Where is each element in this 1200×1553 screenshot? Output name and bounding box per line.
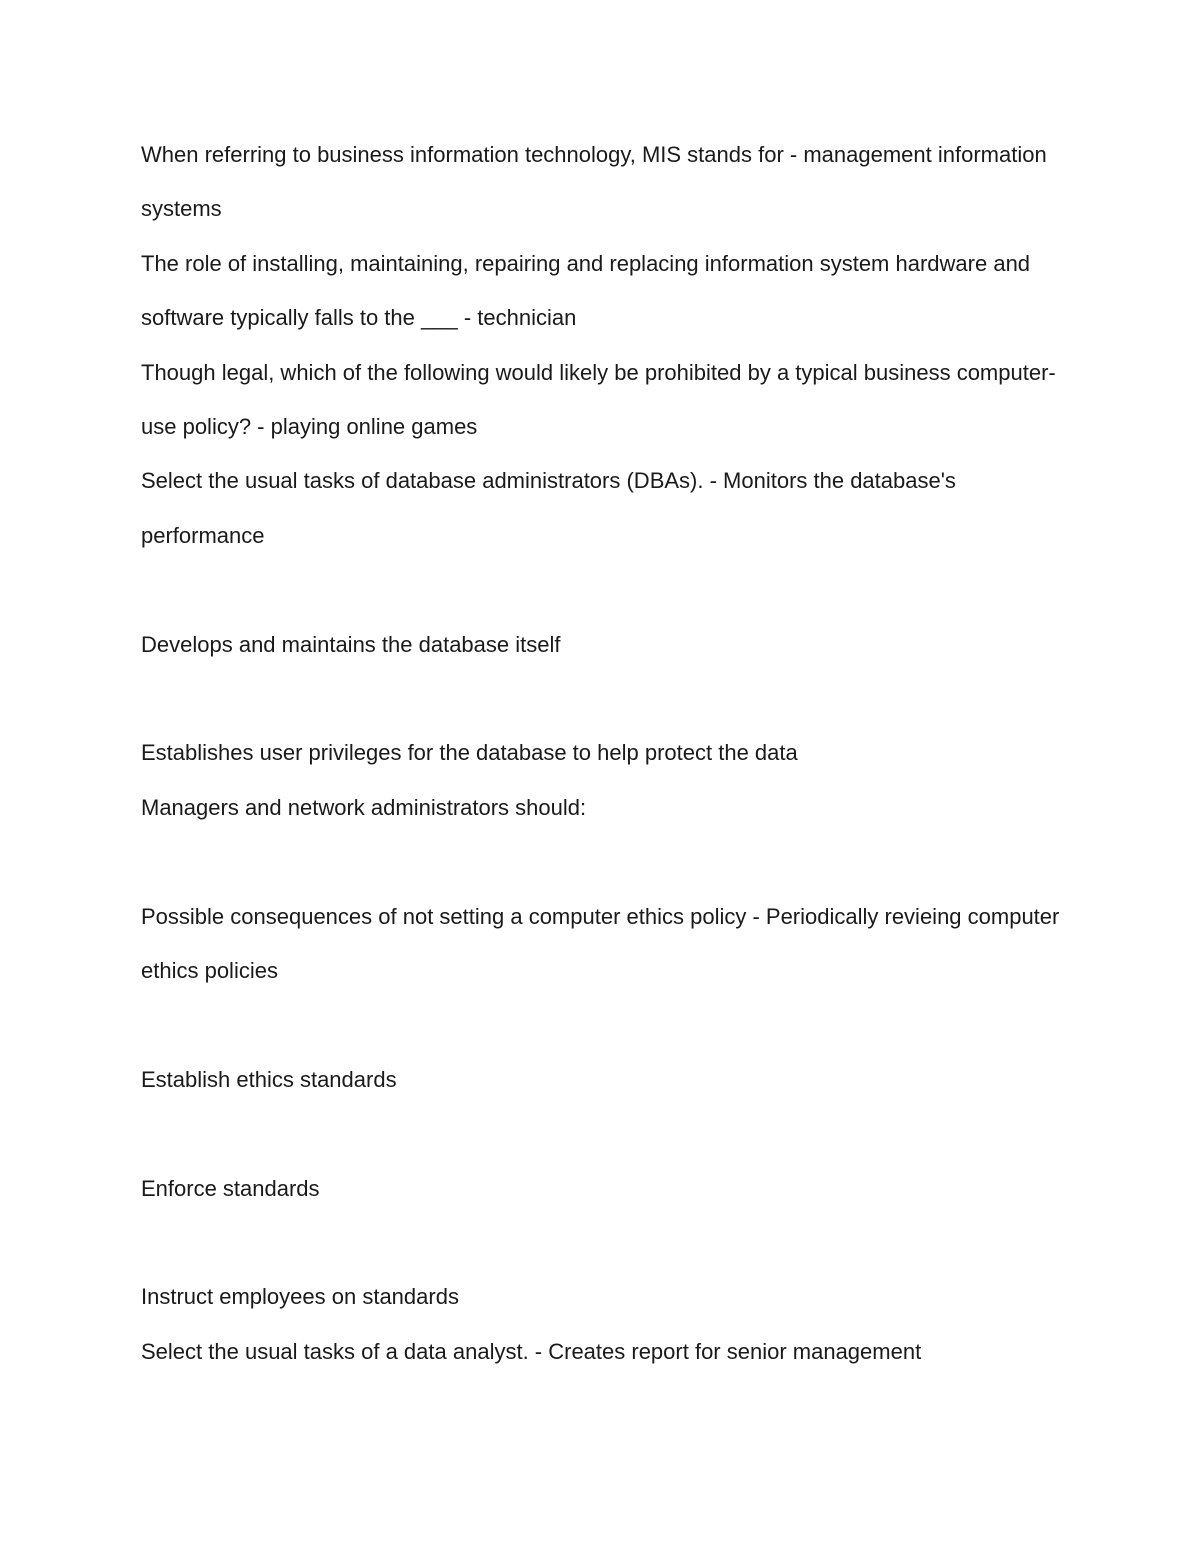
paragraph-ethics-consequences: Possible consequences of not setting a computer ethics policy - Periodically revieing computer ethics policies [141,903,1060,984]
blank-line [141,835,1071,889]
blank-line [141,1216,1071,1270]
paragraph-dba-tasks: Select the usual tasks of database administrators (DBAs). - Monitors the database's performance [141,468,956,548]
paragraph-instruct-employees: Instruct employees on standards [141,1284,459,1310]
paragraph-enforce-standards: Enforce standards [141,1175,320,1201]
paragraph-technician: The role of installing, maintaining, repairing and replacing information system hardware and software typically falls to the ___ - technician [141,250,1031,331]
blank-line [141,563,1071,617]
paragraph-develops-database: Develops and maintains the database itself [141,631,561,657]
paragraph-managers-should: Managers and network administrators should: [141,794,587,820]
paragraph-computer-use-policy: Though legal, which of the following would likely be prohibited by a typical business computer-use policy? - playing online games [141,359,1056,440]
blank-line [141,672,1071,726]
blank-line [141,998,1071,1052]
paragraph-establish-standards: Establish ethics standards [141,1066,397,1092]
paragraph-mis: When referring to business information technology, MIS stands for - management information systems [141,142,1047,222]
document-body [141,128,1071,1379]
paragraph-user-privileges: Establishes user privileges for the database to help protect the data [141,740,798,766]
paragraph-data-analyst: Select the usual tasks of a data analyst. - Creates report for senior management [141,1338,922,1364]
blank-line [141,1107,1071,1161]
